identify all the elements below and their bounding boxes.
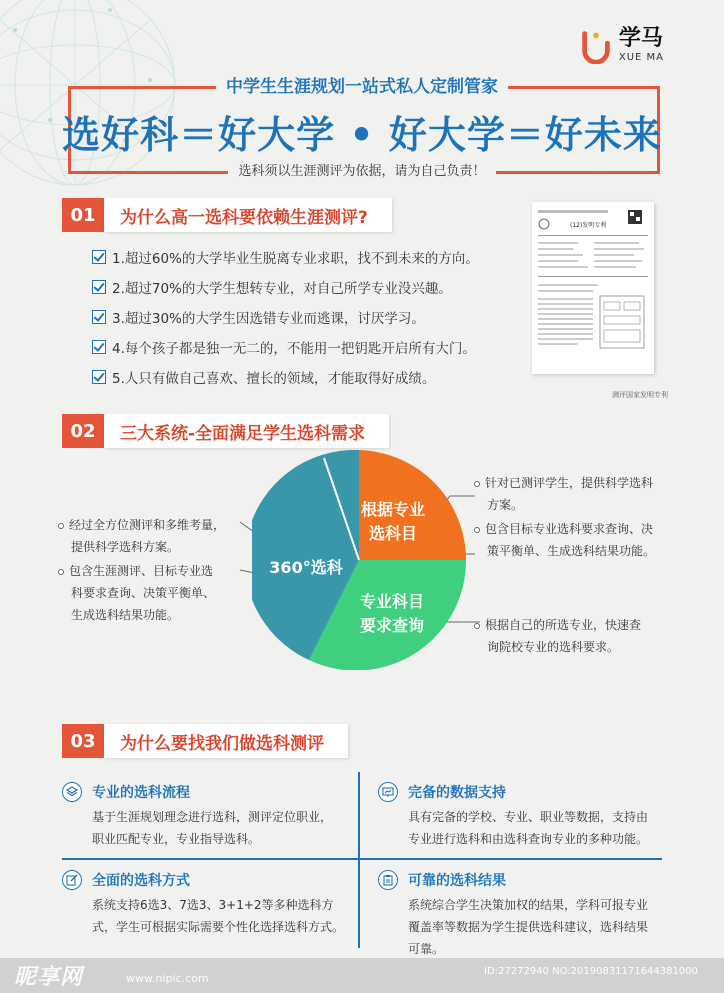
list-item: 2.超过70%的大学生想转专业，对自己所学专业没兴趣。: [92, 272, 532, 302]
patent-heading: (12)发明专利: [570, 222, 607, 229]
pie-label-requirement-query: 专业科目 要求查询: [359, 592, 424, 635]
list-item: 5.人只有做自己喜欢、擅长的领域，才能取得好成绩。: [92, 362, 532, 392]
left-note-1: 经过全方位测评和多维考量， 提供科学选科方案。: [58, 514, 248, 558]
feature-comprehensive-methods: 全面的选科方式 系统支持6选3、7选3、3+1+2等多种选科方 式，学生可根据实际需要个性化选择选科方式。: [62, 870, 358, 938]
section3-title: 为什么要找我们做选科测评: [104, 724, 348, 758]
checkbox-icon: [92, 280, 106, 294]
checkbox-icon: [92, 370, 106, 384]
right-note-3: 根据自己的所选专业，快速查 询院校专业的选科要求。: [474, 614, 684, 658]
bullet-icon: [474, 481, 480, 487]
grid-divider-vertical: [358, 772, 360, 948]
watermark-id: ID:27272940 NO:20190831171644381000: [484, 966, 698, 977]
brand-name-cn: 学马: [618, 25, 663, 51]
patent-document-image: [532, 202, 654, 374]
grid-divider-horizontal: [62, 858, 662, 860]
feature-title: 可靠的选科结果: [408, 873, 506, 889]
layers-icon: [62, 782, 82, 802]
watermark-logo: 昵享网: [14, 965, 84, 990]
feature-complete-data: 完备的数据支持 具有完备的学校、专业、职业等数据，支持由 专业进行选科和由选科查询专业的多种功能。: [378, 782, 678, 850]
section1-title: 为什么高一选科要依赖生涯测评?: [104, 198, 392, 232]
pie-label-major-subjects: 根据专业 选科目: [360, 500, 425, 543]
edit-icon: [62, 870, 82, 890]
section3-heading: [62, 724, 348, 758]
section1-number: 01: [62, 198, 104, 232]
feature-professional-process: 专业的选科流程 基于生涯规划理念进行选科，测评定位职业， 职业匹配专业，专业指导选科。: [62, 782, 352, 850]
watermark-url: www.nipic.com: [126, 972, 209, 985]
section2-title: 三大系统-全面满足学生选科需求: [104, 414, 389, 448]
header-subtitle: 中学生生涯规划一站式私人定制管家: [216, 72, 508, 97]
feature-reliable-results: 可靠的选科结果 系统综合学生决策加权的结果，学科可报专业 覆盖率等数据为学生提供选科建议，选科结果 可靠。: [378, 870, 678, 960]
section2-number: 02: [62, 414, 104, 448]
list-item: 3.超过30%的大学生因选错专业而逃课，讨厌学习。: [92, 302, 532, 332]
feature-title: 完备的数据支持: [408, 785, 506, 801]
bullet-icon: [474, 527, 480, 533]
list-item: 4.每个孩子都是独一无二的，不能用一把钥匙开启所有大门。: [92, 332, 532, 362]
bullet-icon: [474, 623, 480, 629]
section3-number: 03: [62, 724, 104, 758]
brand-logo: [577, 26, 664, 64]
chart-board-icon: [378, 782, 398, 802]
header-tagline: 选科须以生涯测评为依据，请为自己负责！: [228, 160, 495, 179]
list-item: 1.超过60%的大学毕业生脱离专业求职，找不到未来的方向。: [92, 242, 532, 272]
left-note-2: 包含生涯测评、目标专业选 科要求查询、决策平衡单、 生成选科结果功能。: [58, 560, 248, 626]
checkbox-icon: [92, 340, 106, 354]
patent-caption: 测评国家发明专利: [612, 391, 668, 399]
reasons-list: [92, 242, 532, 392]
section1-heading: [62, 198, 392, 232]
section2-heading: [62, 414, 389, 448]
feature-title: 专业的选科流程: [92, 785, 190, 801]
right-note-1: 针对已测评学生，提供科学选科 方案。: [474, 472, 684, 516]
bullet-icon: [58, 523, 64, 529]
clipboard-icon: [378, 870, 398, 890]
checkbox-icon: [92, 310, 106, 324]
right-note-2: 包含目标专业选科要求查询、决 策平衡单、生成选科结果功能。: [474, 518, 684, 562]
pie-label-360: 360°选科: [269, 558, 343, 577]
xuema-logo-icon: [577, 26, 615, 64]
feature-title: 全面的选科方式: [92, 873, 190, 889]
brand-name-en: XUE MA: [618, 51, 664, 63]
checkbox-icon: [92, 250, 106, 264]
page-headline: 选好科＝好大学 • 好大学＝好未来: [62, 113, 662, 157]
bullet-icon: [58, 569, 64, 575]
